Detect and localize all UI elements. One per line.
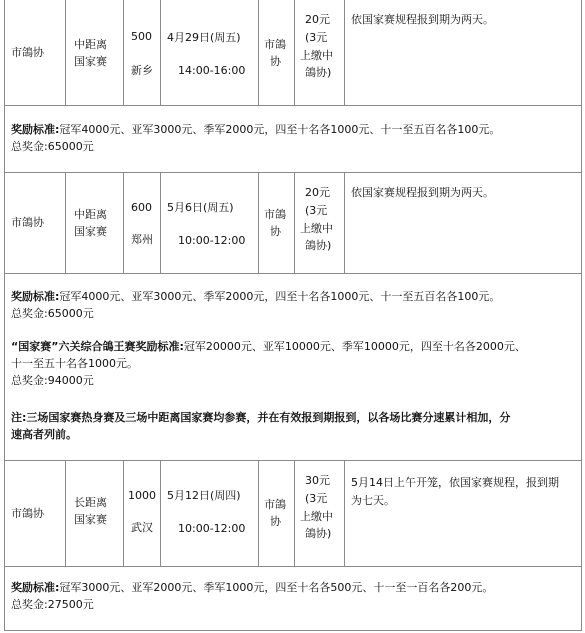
fee-cell (294, 461, 344, 566)
race-type-line2: 国家赛 (74, 55, 107, 68)
race-row-2 (5, 172, 581, 273)
race-date: 5月6日(周五) (167, 201, 234, 214)
prize-label: 奖励标准: (11, 123, 60, 136)
organizer: 市鴿协 (11, 216, 44, 229)
race-note: 依国家赛规程报到期为两天。 (351, 13, 494, 26)
combined-prize-standard (11, 338, 575, 389)
race-date: 5月12日(周四) (167, 489, 241, 502)
organizer: 市鴿协 (11, 46, 44, 59)
race-type-line1: 中距离 (74, 38, 107, 51)
org-cell (5, 0, 65, 105)
fee-line1: 20元 (305, 186, 330, 199)
prize-text: 冠军3000元、亚军2000元、季军1000元，四至十名各500元、十一至一百名各200元。 (59, 581, 494, 594)
release-time: 10:00-12:00 (178, 522, 246, 535)
fee-line3: 上缴中 (300, 510, 333, 523)
fee-line2: (3元 (305, 492, 328, 505)
race-type-line1: 中距离 (74, 208, 107, 221)
note-cell (344, 461, 581, 566)
release-city: 新乡 (131, 64, 153, 77)
distance: 1000 (128, 489, 156, 502)
note-cell (344, 0, 581, 105)
race-type-line2: 国家赛 (74, 513, 107, 526)
race-note: 依国家赛规程报到期为两天。 (351, 186, 494, 199)
combined-total: 94000元 (47, 374, 94, 387)
race-type-line1: 长距离 (74, 496, 107, 509)
prize-standard-2 (11, 288, 575, 322)
prize-section-2 (5, 273, 581, 460)
org-cell (5, 461, 65, 566)
distance: 600 (131, 201, 152, 214)
fee-line3: 上缴中 (300, 49, 333, 62)
host-line1: 市鴿 (264, 208, 286, 221)
org-cell (5, 173, 65, 273)
date-cell (160, 461, 258, 566)
competition-schedule-table (4, 0, 582, 631)
combined-text-line1: 冠军20000元、亚军10000元、季军10000元，四至十名各2000元、 (183, 340, 526, 353)
total-label: 总奖金: (11, 374, 48, 387)
total-prize: 65000元 (47, 307, 94, 320)
total-prize: 27500元 (47, 598, 94, 611)
host-line2: 协 (270, 55, 281, 68)
race-row-1 (5, 0, 581, 105)
combined-label: “国家赛”六关综合鴿王赛奖励标准: (11, 340, 184, 353)
fee-line1: 30元 (305, 474, 330, 487)
prize-label: 奖励标准: (11, 290, 60, 303)
race-type-cell (65, 0, 123, 105)
combined-text-line2: 十一至五十名各1000元。 (11, 357, 138, 370)
fee-line4: 鴿协) (305, 66, 332, 79)
host-cell (258, 0, 294, 105)
release-time: 10:00-12:00 (178, 234, 246, 247)
distance: 500 (131, 30, 152, 43)
date-cell (160, 0, 258, 105)
fee-cell (294, 173, 344, 273)
race-type-cell (65, 173, 123, 273)
fee-line3: 上缴中 (300, 222, 333, 235)
fee-line4: 鴿协) (305, 239, 332, 252)
total-prize: 65000元 (47, 140, 94, 153)
fee-line2: (3元 (305, 31, 328, 44)
total-label: 总奖金: (11, 140, 48, 153)
prize-section-3 (5, 566, 581, 630)
prize-text: 冠军4000元、亚军3000元、季军2000元，四至十名各1000元、十一至五百名各100元。 (59, 290, 501, 303)
release-city: 郑州 (131, 233, 153, 246)
prize-text: 冠军4000元、亚军3000元、季军2000元，四至十名各1000元、十一至五百名各100元。 (59, 123, 501, 136)
release-city: 武汉 (131, 521, 153, 534)
distance-cell (123, 173, 160, 273)
fee-line1: 20元 (305, 13, 330, 26)
distance-cell (123, 0, 160, 105)
race-note-line1: 5月14日上午开笼，依国家赛规程，报到期 (351, 476, 559, 489)
host-line1: 市鴿 (264, 498, 286, 511)
fee-line2: (3元 (305, 204, 328, 217)
total-label: 总奖金: (11, 307, 48, 320)
fee-cell (294, 0, 344, 105)
prize-standard-1 (11, 121, 575, 155)
host-cell (258, 461, 294, 566)
date-cell (160, 173, 258, 273)
host-cell (258, 173, 294, 273)
race-note-line2: 为七天。 (351, 494, 395, 507)
race-type-line2: 国家赛 (74, 225, 107, 238)
race-type-cell (65, 461, 123, 566)
fee-line4: 鴿协) (305, 527, 332, 540)
note-cell (344, 173, 581, 273)
participation-notice (11, 409, 575, 443)
organizer: 市鴿协 (11, 507, 44, 520)
notice-line2: 速高者列前。 (11, 428, 77, 441)
race-date: 4月29日(周五) (167, 31, 241, 44)
host-line1: 市鴿 (264, 38, 286, 51)
host-line2: 协 (270, 225, 281, 238)
distance-cell (123, 461, 160, 566)
release-time: 14:00-16:00 (178, 64, 246, 77)
host-line2: 协 (270, 515, 281, 528)
total-label: 总奖金: (11, 598, 48, 611)
race-row-3 (5, 460, 581, 566)
prize-standard-3 (11, 579, 575, 613)
notice-line1: 注:三场国家赛热身赛及三场中距离国家赛均参赛，并在有效报到期报到，以各场比赛分速累计相加，分 (11, 411, 511, 424)
prize-section-1 (5, 105, 581, 172)
prize-label: 奖励标准: (11, 581, 60, 594)
